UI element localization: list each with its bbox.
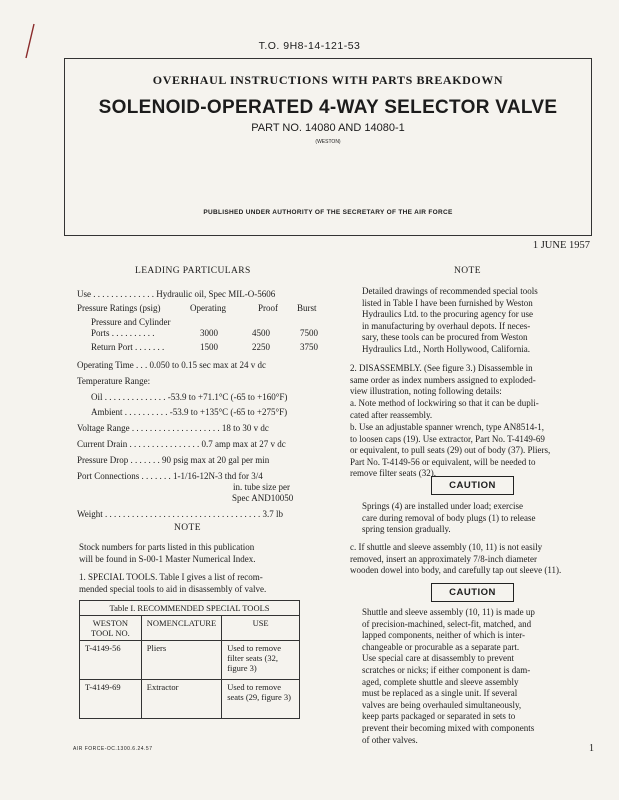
rp-proof: 2250 xyxy=(252,342,270,352)
step-a: a. Note method of lockwiring so that it can be dupli- cated after reassembly. xyxy=(350,398,539,420)
table-caption: Table I. RECOMMENDED SPECIAL TOOLS xyxy=(80,601,300,616)
step-c: c. If shuttle and sleeve assembly (10, 11) is not easily removed, insert an approximately 7/8-inch diameter wooden dowel into body, and carefully tap out sleeve (11). xyxy=(350,542,562,576)
col-operating: Operating xyxy=(190,303,226,313)
weight: Weight . . . . . . . . . . . . . . . . . . . . . . . . . . . . . . . . . . . 3.7 lb xyxy=(77,509,284,519)
document-title: SOLENOID-OPERATED 4-WAY SELECTOR VALVE xyxy=(98,97,558,118)
ports-label: Ports . . . . . . . . . . xyxy=(91,328,155,338)
disassembly-intro: 2. DISASSEMBLY. (See figure 3.) Disassemble in same order as index numbers assigned to exploded- view illustration, noting following details: xyxy=(350,363,536,397)
manufacturer: (WESTON) xyxy=(315,139,341,145)
rp-operating: 1500 xyxy=(200,342,218,352)
table-header-tool-no: WESTON TOOL NO. xyxy=(80,616,142,641)
pressure-cylinder-label: Pressure and Cylinder xyxy=(91,317,171,327)
leading-particulars-heading: LEADING PARTICULARS xyxy=(135,266,251,276)
note-right-text: Detailed drawings of recommended special tools listed in Table I have been furnished by Weston Hydraulics Ltd. to the procuring agency for use in manufacturing by overhaul depots. If neces- sary, these tools can be procured from Weston Hydraulics Ltd., North Hollywood, California. xyxy=(362,286,538,354)
document-kicker: OVERHAUL INSTRUCTIONS WITH PARTS BREAKDOWN xyxy=(152,73,504,87)
tool-use: Used to remove seats (29, figure 3) xyxy=(222,680,300,719)
to-number: T.O. 9H8-14-121-53 xyxy=(258,40,361,52)
pc-proof: 4500 xyxy=(252,328,270,338)
return-port-label: Return Port . . . . . . . xyxy=(91,342,165,352)
port-connections-line2: in. tube size per xyxy=(233,482,290,492)
col-burst: Burst xyxy=(297,303,317,313)
table-header-use: USE xyxy=(222,616,300,641)
printer-code: AIR FORCE-OC.1300.6.24.57 xyxy=(73,746,153,752)
tool-number: T-4149-56 xyxy=(80,641,142,680)
operating-time: Operating Time . . . 0.050 to 0.15 sec max at 24 v dc xyxy=(77,360,266,370)
caution-label-1: CAUTION xyxy=(431,476,514,495)
ambient-temperature: Ambient . . . . . . . . . . -53.9 to +135°C (-65 to +275°F) xyxy=(91,407,288,417)
table-header-nomenclature: NOMENCLATURE xyxy=(141,616,221,641)
step-b: b. Use an adjustable spanner wrench, type AN8514-1, to loosen caps (19). Use extractor, Part No. T-4149-69 or equivalent, to pull seats (29) out of body (37). Pliers, Part No. T-4149-56 or equivalent, will be needed to remove filter seats (32). xyxy=(350,422,551,479)
caution-text-1: Springs (4) are installed under load; exercise care during removal of body plugs (1) to release spring tension gradually. xyxy=(362,501,536,535)
authority-line: PUBLISHED UNDER AUTHORITY OF THE SECRETARY OF THE AIR FORCE xyxy=(203,209,453,216)
pressure-ratings-label: Pressure Ratings (psig) xyxy=(77,303,161,313)
publication-date: 1 JUNE 1957 xyxy=(532,240,590,251)
special-tools-table xyxy=(79,600,300,719)
table-row xyxy=(80,641,300,680)
voltage-range: Voltage Range . . . . . . . . . . . . . . . . . . . . 18 to 30 v dc xyxy=(77,423,269,433)
tool-number: T-4149-69 xyxy=(80,680,142,719)
tool-use: Used to remove filter seats (32, figure 3) xyxy=(222,641,300,680)
table-row xyxy=(80,680,300,719)
caution-label-2: CAUTION xyxy=(431,583,514,602)
note-left-heading: NOTE xyxy=(174,523,201,533)
special-tools-text: 1. SPECIAL TOOLS. Table I gives a list of recom- mended special tools to aid in disassembly of valve. xyxy=(79,572,267,594)
rp-burst: 3750 xyxy=(300,342,318,352)
tool-name: Pliers xyxy=(141,641,221,680)
note-left-text: Stock numbers for parts listed in this publication will be found in S-00-1 Master Numerical Index. xyxy=(79,542,256,564)
col-proof: Proof xyxy=(258,303,278,313)
note-right-heading: NOTE xyxy=(454,266,481,276)
title-box xyxy=(64,58,592,236)
port-connections-line3: Spec AND10050 xyxy=(232,493,294,503)
pressure-drop: Pressure Drop . . . . . . . 90 psig max at 20 gal per min xyxy=(77,455,270,465)
use-line: Use . . . . . . . . . . . . . . Hydraulic oil, Spec MIL-O-5606 xyxy=(77,289,276,299)
page-number: 1 xyxy=(589,743,594,754)
part-number: PART NO. 14080 AND 14080-1 xyxy=(251,122,405,134)
temperature-range-label: Temperature Range: xyxy=(77,376,151,386)
tool-name: Extractor xyxy=(141,680,221,719)
oil-temperature: Oil . . . . . . . . . . . . . . -53.9 to +71.1°C (-65 to +160°F) xyxy=(91,392,288,402)
pc-burst: 7500 xyxy=(300,328,318,338)
current-drain: Current Drain . . . . . . . . . . . . . . . . 0.7 amp max at 27 v dc xyxy=(77,439,286,449)
pc-operating: 3000 xyxy=(200,328,218,338)
caution-text-2: Shuttle and sleeve assembly (10, 11) is made up of precision-machined, select-fit, matched, and lapped components, neither of which is inter- changeable or procurable as a separate part. Use special care at disassembly to prevent scratches or nicks; if either component is dam- aged, complete shuttle and sleeve assembly must be replaced as a single unit. If several valves are being overhauled simultaneously, keep parts packaged or separated in sets to prevent their becoming mixed with components of other valves. xyxy=(362,607,535,745)
port-connections: Port Connections . . . . . . . 1-1/16-12N-3 thd for 3/4 xyxy=(77,471,263,481)
